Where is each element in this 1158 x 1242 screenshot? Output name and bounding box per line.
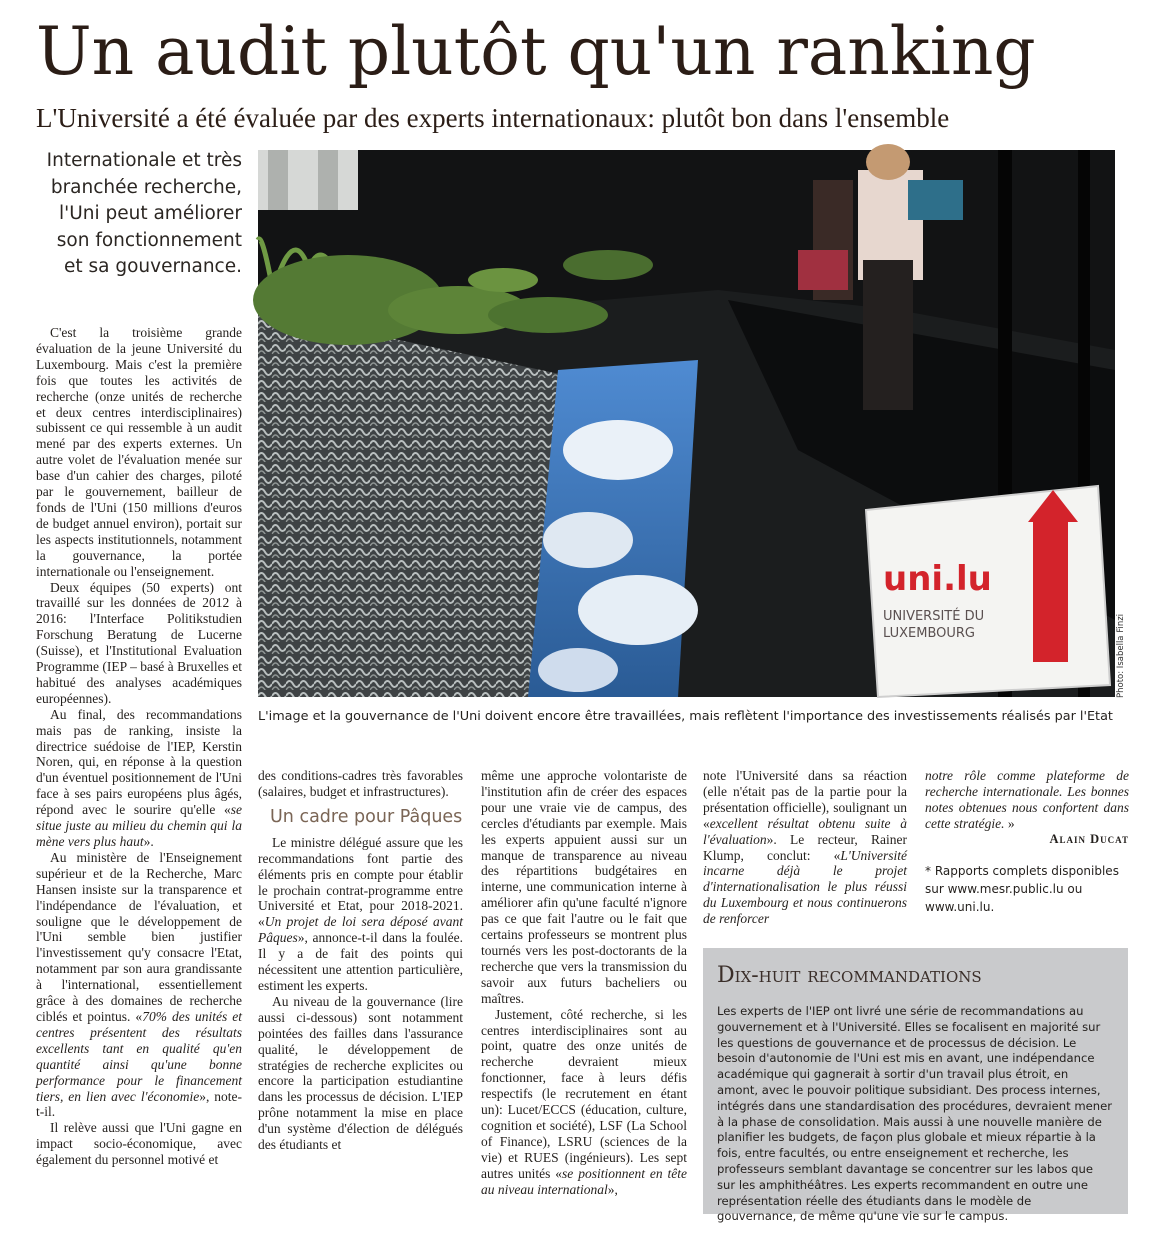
body-paragraph: Justement, côté recherche, si les centres interdisciplinaires sont au point, quatre des onze unités de recherche devraient mieux fonctionner, face à leurs défis respectifs (le recrutement en étant un): Lucet/ECCS (éducation, culture, cognition et société), LSF (La School of Finance), LSRU (sciences de la vie) et RUES (ingénieurs). Les sept autres unités «se positionnent en tête au niveau international», <box>481 1006 687 1197</box>
body-paragraph: Le ministre délégué assure que les recommandations font partie des éléments pris en compte pour établir le prochain contrat-programme entre Université et Etat, pour 2018-2021. «Un projet de loi sera déposé avant Pâques», annonce-t-il dans la foulée. Il y a de fait des points qui nécessitent une attention particulière, estiment les experts. <box>258 834 463 993</box>
sign-line-1: UNIVERSITÉ DU <box>883 609 985 624</box>
quote-italic: se situe juste au milieu du chemin qui la mène vers plus haut <box>36 802 242 849</box>
sign-logo: uni.lu <box>883 559 992 599</box>
body-paragraph: Deux équipes (50 experts) ont travaillé sur les données de 2012 à 2016: l'Interface Politikstudien Forschung Beratung de Lucerne (Suisse), et l'Institutional Evaluation Programme (IEP – basé à Bruxelles et habitué des analyses académiques européennes). <box>36 579 242 706</box>
quote-italic: L'Université incarne déjà le projet d'internationalisation le plus réussi du Luxembourg et nous continuerons de renforcer <box>703 847 907 927</box>
sidebar-title: Dix-huit recommandations <box>717 963 982 988</box>
body-paragraph: même une approche volontariste de l'institution afin de créer des espaces pour une vraie vie de campus, des cercles d'étudiants par exemple. Mais les experts appuient aussi sur un manque de transparence au niveau des répartitions budgétaires en interne, une communication interne à améliorer afin qu'une faculté n'ignore pas ce que fait l'autre ou le fait que certains professeurs se montrent plus tournés vers les post-doctorants de la recherche que vers la transmission du savoir aux futurs bacheliers ou maîtres. <box>481 768 687 1006</box>
sidebar-box <box>703 948 1128 1224</box>
quote-italic: se positionnent en tête au niveau international <box>481 1165 687 1197</box>
section-heading: Un cadre pour Pâques <box>270 806 463 827</box>
photo-credit: Photo: Isabella Finzi <box>1116 613 1126 698</box>
photo-caption: L'image et la gouvernance de l'Uni doivent encore être travaillées, mais reflètent l'importance des investissements réalisés par l'Etat <box>258 709 1113 724</box>
quote-italic: Un projet de loi sera déposé avant Pâques <box>258 914 463 946</box>
headline: Un audit plutôt qu'un ranking <box>36 13 1036 90</box>
sign-line-2: LUXEMBOURG <box>883 626 975 641</box>
body-paragraph: Au final, des recommandations mais pas de ranking, insiste la directrice suédoise de l'IEP, Kerstin Noren, qui, en réponse à la question d'un éventuel positionnement de l'Uni face à ses pairs européens plus âgés, répond avec le sourire qu'elle «se situe juste au milieu du chemin qui la mène vers plus haut». <box>36 706 242 849</box>
body-paragraph: C'est la troisième grande évaluation de la jeune Université du Luxembourg. Mais c'est la première fois que toutes les activités de recherche (onze unités de recherche et deux centres interdisciplinaires) subissent ce qui ressemble à un audit mené par des experts externes. Un autre volet de l'évaluation menée sur base d'un cahier des charges, piloté par le gouvernement, bailleur de fonds de l'Uni (150 millions d'euros de budget annuel environ), portait sur les aspects institutionnels, notamment la gouvernance, la portée internationale ou l'enseignement. <box>36 325 242 579</box>
article-column-4 <box>703 768 907 927</box>
subheadline: L'Université a été évaluée par des experts internationaux: plutôt bon dans l'ensemble <box>36 103 950 133</box>
sidebar-text: Les experts de l'IEP ont livré une série de recommandations au gouvernement et à l'Université. Elles se focalisent en majorité sur les questions de gouvernance et de processus de décision. Le besoin d'autonomie de l'Uni est mis en avant, une indépendance académique qui gagnerait à sortir d'un travail plus étroit, en amont, avec le pouvoir politique subsidiant. Des process internes, intégrés dans une standardisation des procédures, devraient mener à la phase de consolidation. Mais aussi à une nouvelle manière de planifier les budgets, de façon plus globale et mieux répartie à la fois, entre facultés, ou entre enseignement et recherche, les professeurs semblant davantage se concentrer sur les labos que sur les amphithéâtres. Les experts recommandent en outre une représentation réelle des étudiants dans le modèle de gouvernance, de même qu'une vie sur le campus. <box>717 1004 1112 1224</box>
lead-paragraph: Internationale et très branchée recherche, l'Uni peut améliorer son fonctionnement et sa gouvernance. <box>46 150 242 277</box>
article-column-3 <box>481 768 687 1236</box>
footnote: * Rapports complets disponibles sur www.mesr.public.lu ou www.uni.lu. <box>925 864 1119 914</box>
body-paragraph: Au ministère de l'Enseignement supérieur et de la Recherche, Marc Hansen insiste sur la transparence et l'indépendance de l'évaluation, et souligne que le développement de l'Uni semble bien justifier l'investissement qu'y consacre l'Etat, notamment par son aura grandissante à l'international, essentiellement grâce à des domaines de recherche ciblés et pointus. «70% des unités et centres présentent des résultats excellents tant en qualité qu'en quantité ainsi qu'une bonne performance pour le financement tiers, en lien avec l'économie», note-t-il. <box>36 849 243 1120</box>
article-column-2 <box>258 768 463 1236</box>
quote-italic: notre rôle comme plateforme de recherche internationale. Les bonnes notes obtenues nous confortent dans cette stratégie. <box>925 768 1129 831</box>
body-paragraph: notre rôle comme plateforme de recherche internationale. Les bonnes notes obtenues nous confortent dans cette stratégie. » <box>925 768 1129 831</box>
body-paragraph: des conditions-cadres très favorables (salaires, budget et infrastructures). <box>258 768 463 799</box>
campus-photo <box>258 150 1115 697</box>
article-column-1 <box>36 325 242 1237</box>
body-paragraph: note l'Université dans sa réaction (elle n'était pas de la partie pour la présentation officielle), soulignant un «excellent résultat obtenu suite à l'évaluation». Le recteur, Rainer Klump, conclut: «L'Université incarne déjà le projet d'internationalisation le plus réussi du Luxembourg et nous continuerons de renforcer <box>703 768 907 927</box>
body-paragraph: Au niveau de la gouvernance (lire aussi ci-dessous) sont notamment pointées des failles dans l'assurance qualité, le développement de stratégies de recherche explicites ou encore la participation estudiantine dans les processus de décision. L'IEP prône notamment la mise en place d'un système d'élection de délégués des étudiants et <box>258 993 463 1153</box>
author-signature: Alain Ducat <box>1049 832 1129 846</box>
quote-italic: 70% des unités et centres présentent des résultats excellents tant en qualité qu'en quantité ainsi qu'une bonne performance pour le financement tiers, en lien avec l'économie <box>36 1008 242 1104</box>
quote-italic: excellent résultat obtenu suite à l'évaluation <box>703 815 907 847</box>
body-paragraph: Il relève aussi que l'Uni gagne en impact socio-économique, avec également du personnel motivé et <box>36 1120 242 1168</box>
